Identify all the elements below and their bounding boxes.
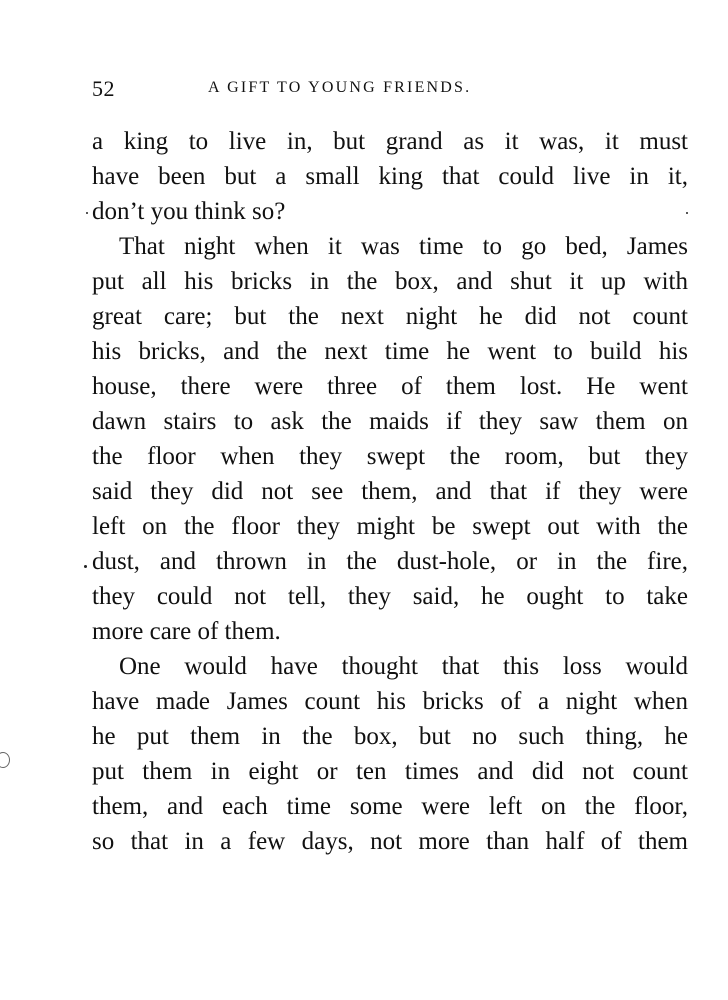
- scan-speck: [686, 212, 688, 214]
- text-line: dust, and thrown in the dust-hole, or in the fire,: [92, 548, 688, 575]
- page-header: [92, 76, 688, 106]
- text-line: said they did not see them, and that if they were: [92, 478, 688, 505]
- text-line: have made James count his bricks of a night when: [92, 688, 688, 715]
- paragraph: [92, 124, 688, 229]
- text-line: so that in a few days, not more than half of them: [92, 828, 688, 855]
- scan-speck: [86, 212, 88, 214]
- text-line: house, there were three of them lost. He went: [92, 373, 688, 400]
- text-line: them, and each time some were left on the floor,: [92, 793, 688, 820]
- text-line: left on the floor they might be swept out with the: [92, 513, 688, 540]
- paragraph: [92, 229, 688, 649]
- text-line: One would have thought that this loss would: [119, 653, 688, 680]
- text-line: don’t you think so?: [92, 198, 286, 225]
- text-line: his bricks, and the next time he went to build his: [92, 338, 688, 365]
- text-line: have been but a small king that could live in it,: [92, 163, 688, 190]
- text-line: he put them in the box, but no such thing, he: [92, 723, 688, 750]
- text-line: the floor when they swept the room, but they: [92, 443, 688, 470]
- scan-speck: [84, 565, 87, 568]
- text-line: more care of them.: [92, 618, 281, 645]
- text-line: dawn stairs to ask the maids if they saw them on: [92, 408, 688, 435]
- text-line: great care; but the next night he did not count: [92, 303, 688, 330]
- paragraph: [92, 649, 688, 859]
- page-number: 52: [92, 76, 115, 101]
- scan-edge-mark: [0, 752, 10, 768]
- text-line: put them in eight or ten times and did not count: [92, 758, 688, 785]
- body-text: [92, 124, 688, 859]
- text-line: they could not tell, they said, he ought to take: [92, 583, 688, 610]
- text-line: a king to live in, but grand as it was, it must: [92, 128, 688, 155]
- text-line: put all his bricks in the box, and shut it up with: [92, 268, 688, 295]
- running-title: A GIFT TO YOUNG FRIENDS.: [208, 79, 472, 96]
- text-line: That night when it was time to go bed, James: [119, 233, 688, 260]
